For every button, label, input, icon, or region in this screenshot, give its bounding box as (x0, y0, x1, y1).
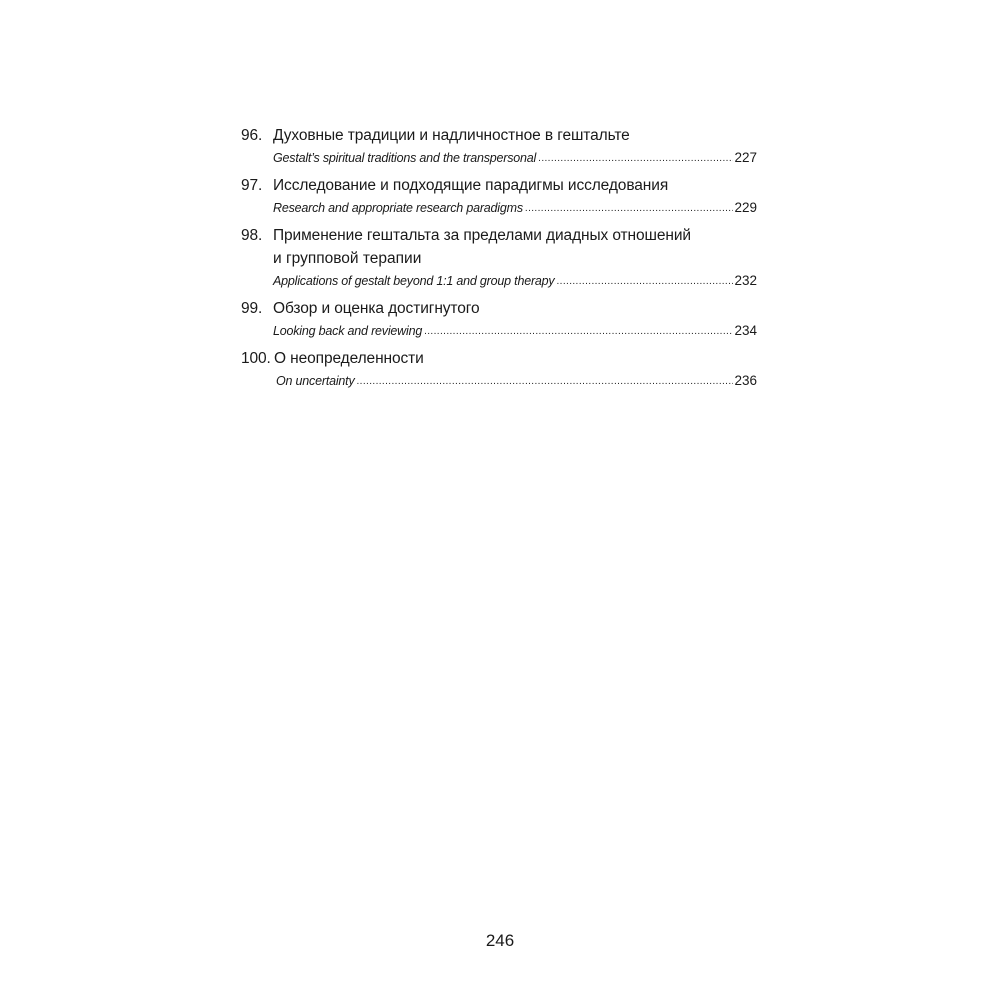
toc-number: 97. (241, 177, 263, 194)
dot-leader (357, 371, 734, 392)
toc-entry-97 (241, 174, 757, 220)
dot-leader (556, 271, 733, 292)
toc-title-en-line (241, 270, 757, 293)
toc-title-en-line (241, 197, 757, 220)
toc-title-ru-continuation: и групповой терапии (273, 250, 422, 267)
toc-number: 96. (241, 127, 263, 144)
toc-title-ru: Обзор и оценка достигнутого (273, 300, 480, 317)
toc-title-en-line (241, 147, 757, 170)
toc-entry-98 (241, 224, 757, 293)
toc-title-ru-line (241, 347, 757, 370)
dot-leader (538, 148, 733, 169)
toc-entry-100 (241, 347, 757, 393)
toc-title-en-line (241, 320, 757, 343)
toc-title-en: Looking back and reviewing (273, 324, 423, 338)
toc-title-en: On uncertainty (276, 374, 355, 388)
toc-title-en-line (241, 370, 757, 393)
toc-title-ru: О неопределенности (274, 350, 424, 367)
toc-page-ref: 227 (734, 150, 757, 165)
toc-title-ru: Применение гештальта за пределами диадных отношений (273, 227, 691, 244)
toc-entry-99 (241, 297, 757, 343)
toc-title-ru-line (241, 174, 757, 197)
toc-title-ru: Духовные традиции и надличностное в гештальте (273, 127, 630, 144)
dot-leader (525, 198, 734, 219)
toc-page-ref: 236 (734, 373, 757, 388)
toc-title-en: Applications of gestalt beyond 1:1 and group therapy (273, 274, 555, 288)
page-number: 246 (485, 931, 515, 950)
toc-page-ref: 229 (734, 200, 757, 215)
toc-number: 99. (241, 300, 263, 317)
toc-entry-96 (241, 124, 757, 170)
toc-title-en: Research and appropriate research paradigms (273, 201, 523, 215)
toc-page-ref: 234 (734, 323, 757, 338)
toc-title-ru: Исследование и подходящие парадигмы исследования (273, 177, 669, 194)
toc-title-en: Gestalt’s spiritual traditions and the transpersonal (273, 151, 537, 165)
toc-title-ru-line (241, 124, 757, 147)
toc-number: 98. (241, 227, 263, 244)
toc-title-ru-line (241, 224, 757, 247)
toc-title-ru-line (241, 297, 757, 320)
table-of-contents (241, 124, 757, 397)
toc-number: 100. (241, 350, 271, 367)
toc-page-ref: 232 (734, 273, 757, 288)
dot-leader (424, 321, 733, 342)
